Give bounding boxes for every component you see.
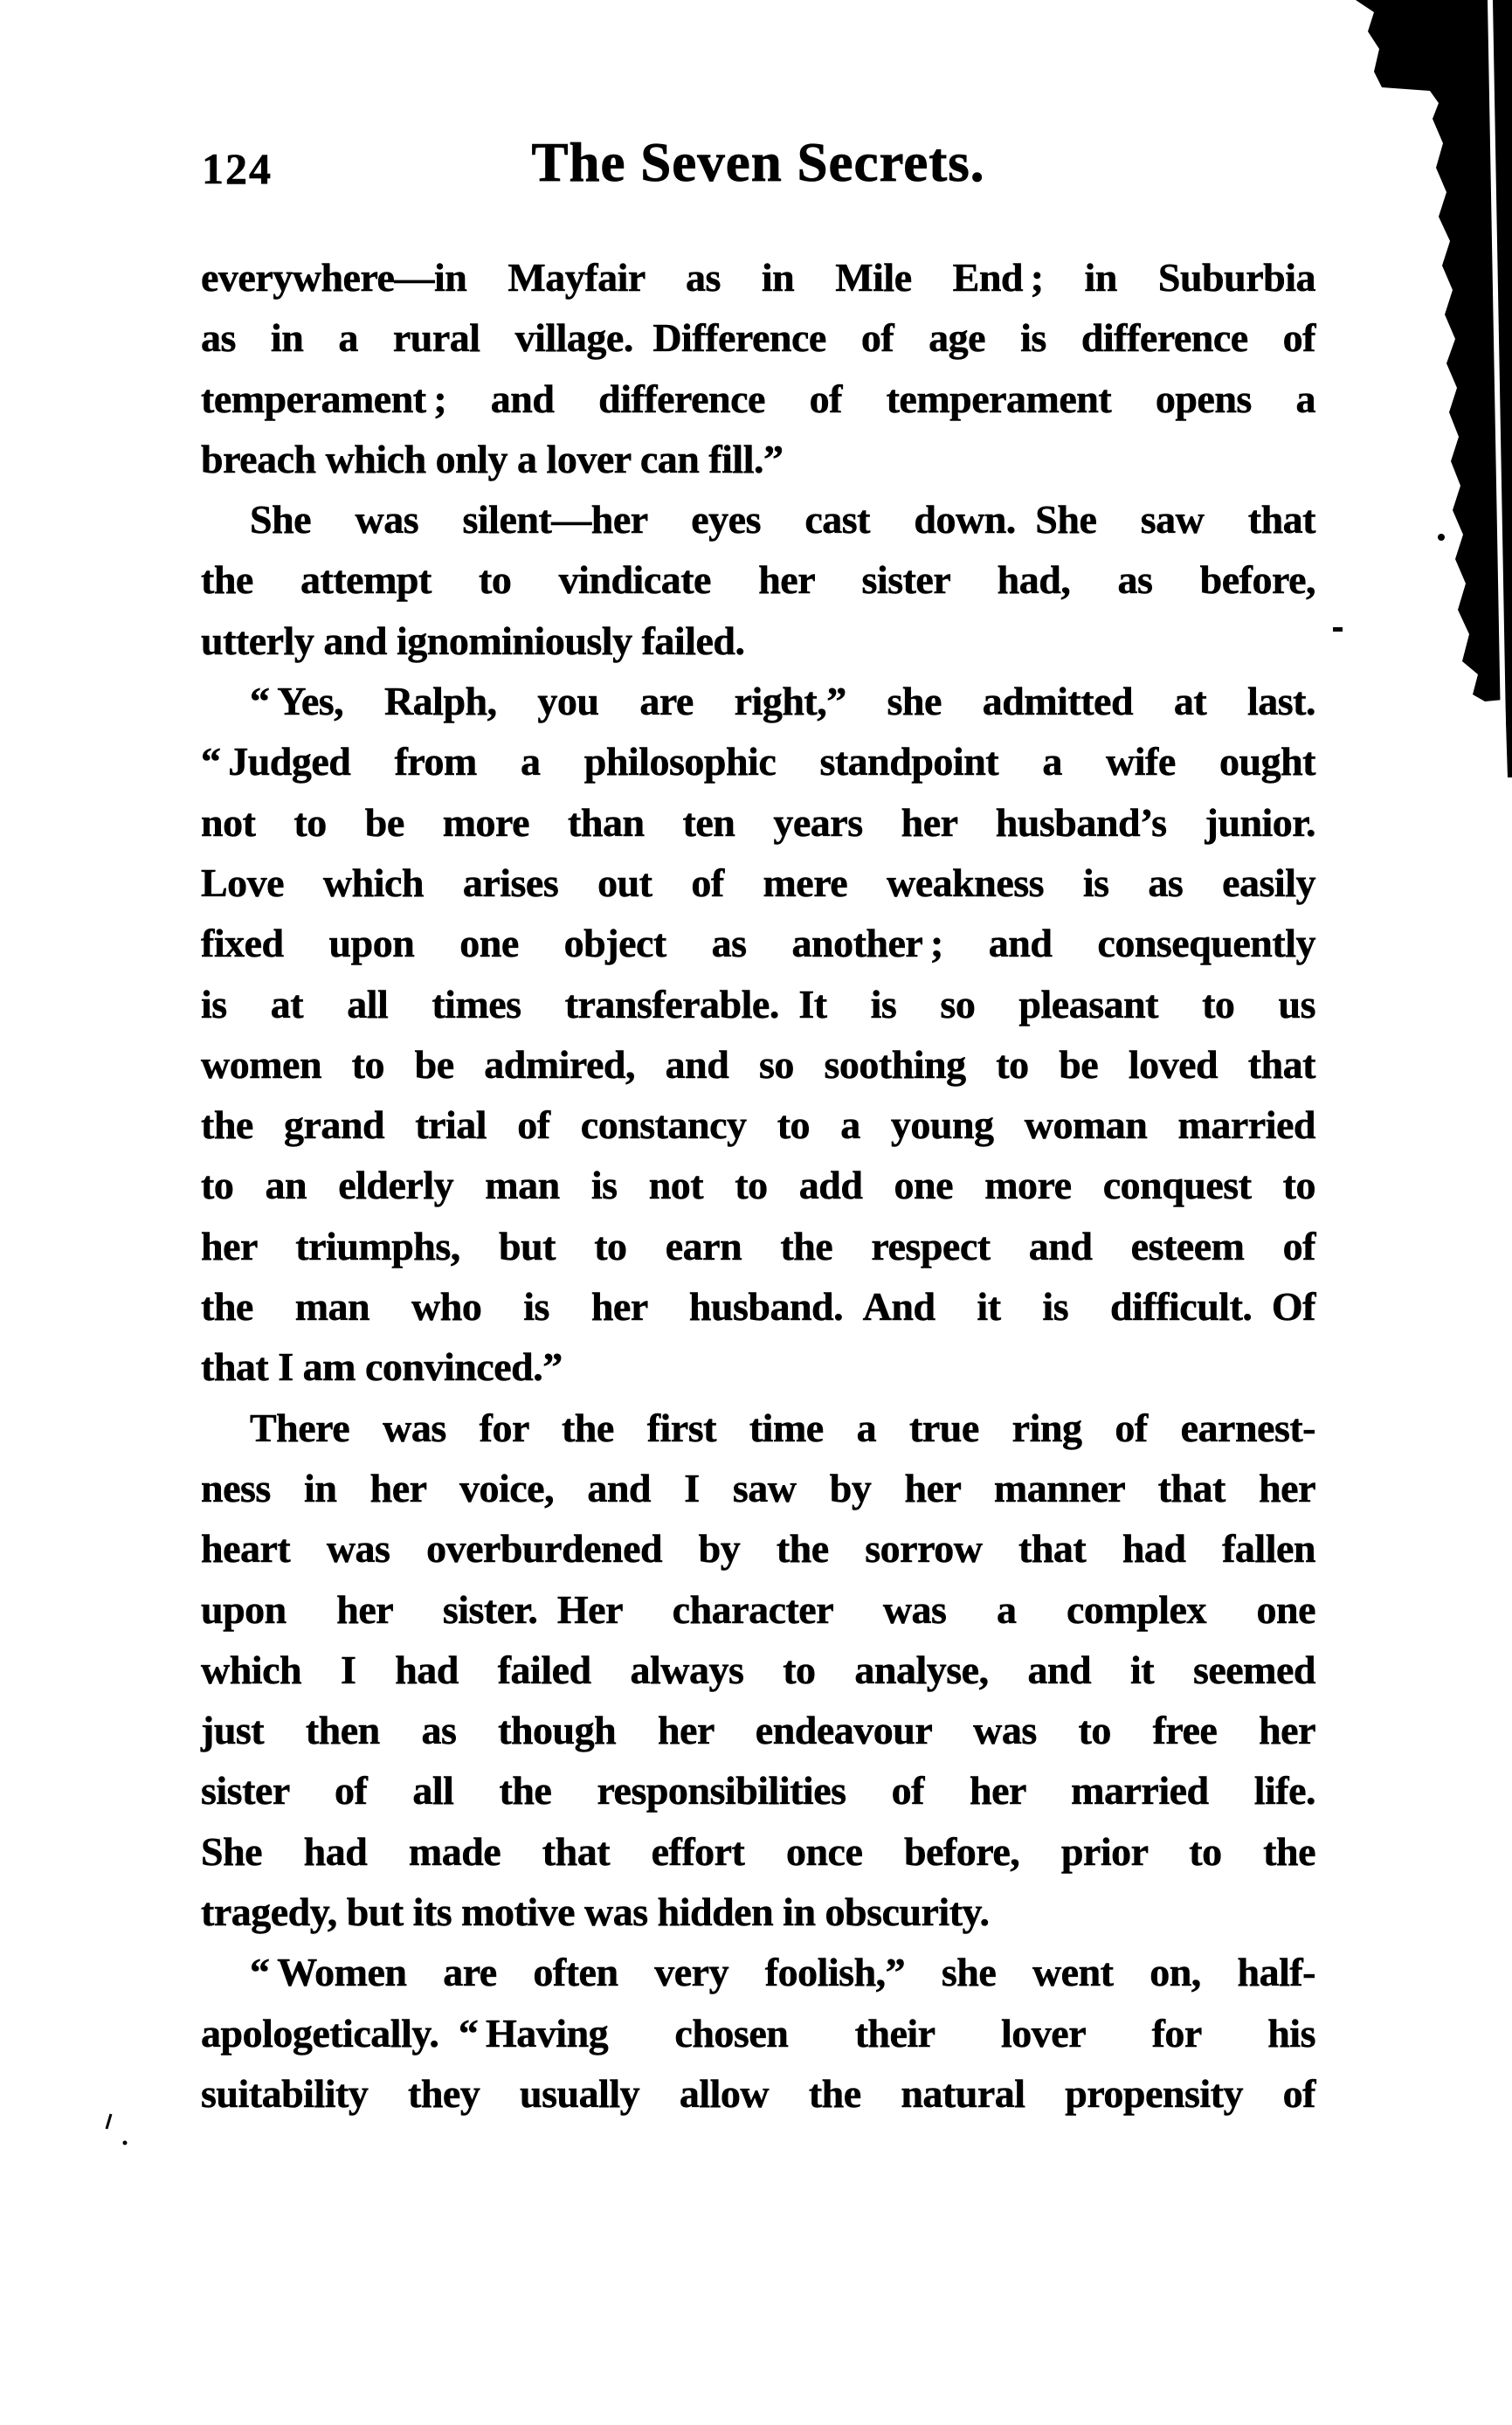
- text-line: tragedy, but its motive was hidden in obscurity.: [201, 1890, 990, 1935]
- text-line: which I had failed always to analyse, and it seemed: [201, 1647, 1315, 1692]
- text-line: temperament ; and difference of temperament opens a: [201, 376, 1315, 421]
- text-line: She was silent—her eyes cast down. She saw that: [250, 497, 1315, 542]
- text-line: everywhere—in Mayfair as in Mile End ; in Suburbia: [201, 255, 1315, 300]
- text-line: heart was overburdened by the sorrow that had fallen: [201, 1526, 1315, 1572]
- text-line: She had made that effort once before, prior to the: [201, 1828, 1315, 1874]
- text-line: the attempt to vindicate her sister had, as before,: [201, 557, 1315, 603]
- page-number: 124: [202, 144, 273, 193]
- text-line: sister of all the responsibilities of her married life.: [201, 1768, 1315, 1814]
- text-line: fixed upon one object as another ; and consequently: [201, 921, 1315, 966]
- text-line: breach which only a lover can fill.”: [201, 436, 784, 481]
- text-line: Love which arises out of mere weakness is as easily: [201, 860, 1315, 905]
- text-line: to an elderly man is not to add one more conquest to: [201, 1163, 1315, 1208]
- text-line: is at all times transferable. It is so pleasant to us: [201, 981, 1315, 1026]
- text-line: not to be more than ten years her husband’s junior.: [201, 799, 1315, 845]
- text-line: apologetically. “ Having chosen their lover for his: [201, 2010, 1315, 2055]
- text-line: “ Women are often very foolish,” she went on, half-: [250, 1950, 1315, 1995]
- text-line: upon her sister. Her character was a complex one: [201, 1586, 1315, 1632]
- text-line: the man who is her husband. And it is difficult. Of: [201, 1284, 1315, 1330]
- text-line: the grand trial of constancy to a young woman married: [201, 1102, 1315, 1148]
- text-line: There was for the first time a true ring of earnest-: [250, 1405, 1315, 1450]
- text-line: suitability they usually allow the natural propensity of: [201, 2070, 1315, 2116]
- text-line: just then as though her endeavour was to free her: [201, 1708, 1315, 1753]
- text-line: that I am convinced.”: [201, 1344, 563, 1390]
- text-line: “ Yes, Ralph, you are right,” she admitted at last.: [250, 679, 1315, 724]
- text-line: “ Judged from a philosophic standpoint a wife ought: [201, 739, 1315, 784]
- text-line: her triumphs, but to earn the respect and esteem of: [201, 1223, 1315, 1268]
- text-line: as in a rural village. Difference of age is difference of: [201, 315, 1315, 361]
- running-title: The Seven Secrets.: [531, 132, 985, 193]
- text-line: women to be admired, and so soothing to be loved that: [201, 1041, 1315, 1087]
- page-text: [201, 247, 1315, 2124]
- text-line: utterly and ignominiously failed.: [201, 618, 745, 663]
- text-line: ness in her voice, and I saw by her manner that her: [201, 1465, 1315, 1510]
